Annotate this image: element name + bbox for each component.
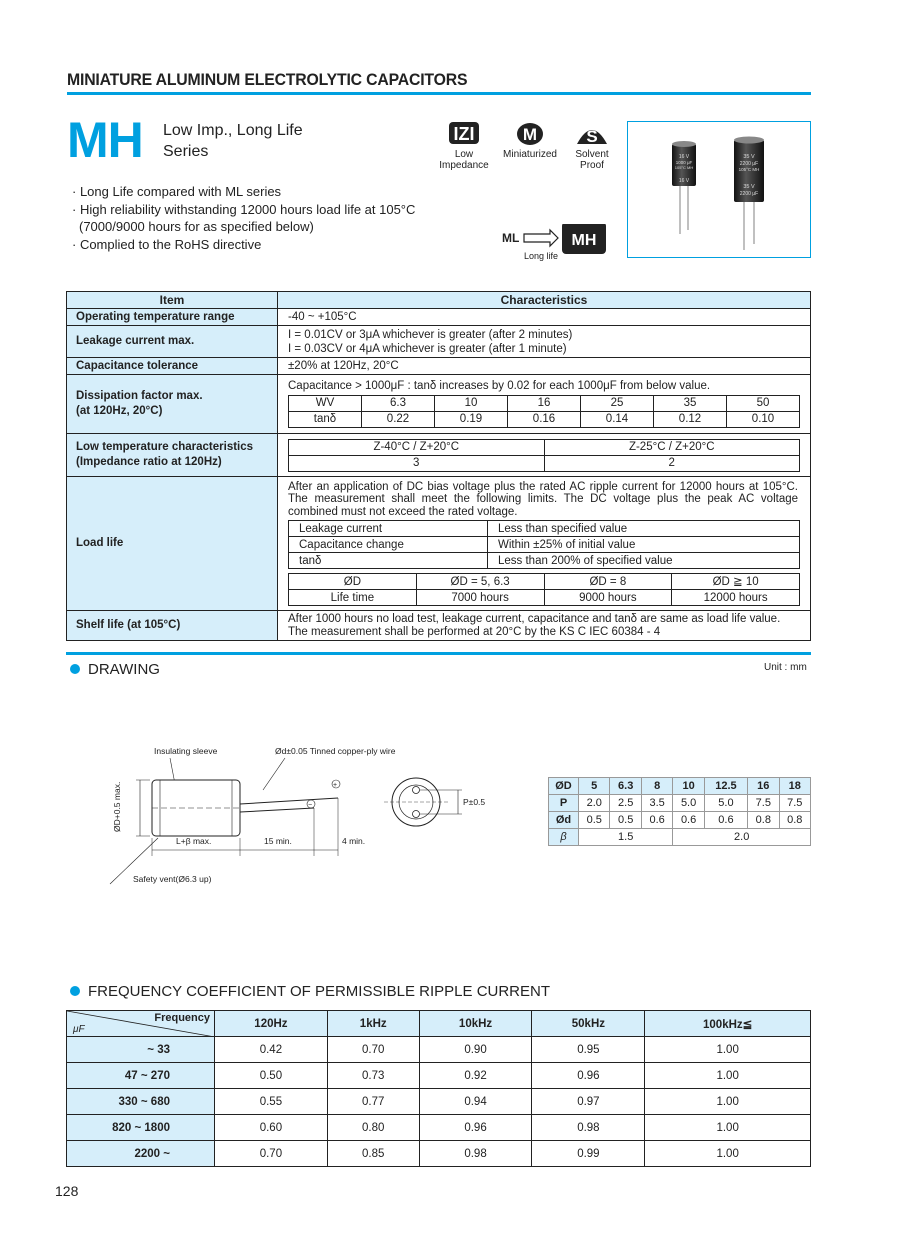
df-cell: 6.3 (362, 395, 435, 411)
lowtemp-item-line: Low temperature characteristics (76, 441, 254, 453)
solvent-proof-icon (575, 120, 609, 146)
df-cell: 0.22 (362, 411, 435, 427)
freq-row-label: ~ 33 (67, 1037, 215, 1063)
dim-cell: 18 (779, 778, 810, 795)
freq-row-label: 2200 ~ (67, 1141, 215, 1167)
dim-row-D (549, 778, 811, 795)
freq-cell: 0.98 (532, 1115, 645, 1141)
shelf-line: The measurement shall be performed at 20°C by the KS C IEC 60384 - 4 (288, 625, 661, 638)
dim-cell: 8 (641, 778, 672, 795)
freq-cell: 0.70 (327, 1037, 419, 1063)
freq-col-head: 10kHz (419, 1011, 532, 1037)
loadlife-limits-table (288, 520, 800, 569)
spec-header-characteristics: Characteristics (278, 292, 811, 309)
limit-value: Less than 200% of specified value (488, 553, 800, 569)
freq-cell: 0.96 (419, 1115, 532, 1141)
cap1-line: 1000 μF (675, 160, 693, 165)
dim-cell: 0.5 (610, 812, 641, 829)
freq-col-head: 100kHz≦ (645, 1011, 811, 1037)
series-evolution (502, 224, 612, 267)
length-label: L+β max. (176, 836, 212, 846)
freq-cell: 0.90 (419, 1037, 532, 1063)
limit-param: Capacitance change (289, 537, 488, 553)
dim-cell: 5.0 (704, 795, 747, 812)
series-name (163, 120, 303, 162)
safety-vent-label: Safety vent(Ø6.3 up) (133, 874, 212, 884)
limit-value: Less than specified value (488, 521, 800, 537)
freq-header-row (67, 1011, 811, 1037)
feature-item: · Complied to the RoHS directive (72, 236, 262, 252)
evolution-note: Long life (524, 251, 559, 261)
cap2-line: 35 V (743, 184, 755, 190)
plus-symbol: + (333, 782, 338, 789)
spec-item: Capacitance tolerance (67, 358, 278, 375)
solvent-proof-label: Solvent Proof (575, 149, 609, 171)
df-note: Capacitance > 1000μF : tanδ increases by 0.02 for each 1000μF from below value. (288, 379, 711, 392)
dim-label: Ød (549, 812, 579, 829)
miniaturized-icon (515, 120, 545, 146)
spec-row-leakage (67, 326, 811, 358)
freq-cell: 0.96 (532, 1063, 645, 1089)
minus-symbol: − (308, 802, 313, 809)
freq-cell: 1.00 (645, 1115, 811, 1141)
frequency-heading (70, 983, 550, 1000)
dim-cell: 16 (748, 778, 779, 795)
dim-cell: 5 (579, 778, 610, 795)
dim-cell: 0.8 (748, 812, 779, 829)
lead-length-label: 15 min. (264, 836, 292, 846)
dimension-table (548, 777, 811, 846)
freq-cell: 0.92 (419, 1063, 532, 1089)
life-cell: 12000 hours (672, 590, 800, 606)
feature-list (72, 183, 415, 253)
series-code: MH (67, 112, 143, 168)
to-series-label: MH (571, 232, 597, 249)
freq-row (67, 1115, 811, 1141)
lifetime-table (288, 573, 800, 606)
cap2-line: 35 V (743, 154, 755, 160)
evolution-diagram (502, 224, 612, 264)
limit-param: Leakage current (289, 521, 488, 537)
freq-corner-cell (67, 1011, 215, 1037)
frequency-table (66, 1010, 811, 1167)
cap2-line: 2200 μF (739, 161, 759, 167)
drawing-heading (70, 661, 160, 678)
df-label: tanδ (289, 411, 362, 427)
dim-cell: 1.5 (579, 829, 673, 846)
freq-row (67, 1089, 811, 1115)
spec-item: Shelf life (at 105°C) (67, 611, 278, 641)
freq-cell: 0.98 (419, 1141, 532, 1167)
dim-label: ØD (549, 778, 579, 795)
lowtemp-item-line: (Impedance ratio at 120Hz) (76, 456, 222, 468)
dim-label: β (549, 829, 579, 846)
dim-row-P (549, 795, 811, 812)
bullet-dot-icon (70, 664, 80, 674)
lowtemp-cell: 3 (289, 455, 545, 471)
df-item-line: Dissipation factor max. (76, 390, 203, 402)
spec-value (278, 611, 811, 641)
miniaturized-label: Miniaturized (503, 149, 557, 160)
title-rule (67, 92, 811, 95)
freq-cell: 0.97 (532, 1089, 645, 1115)
freq-row (67, 1037, 811, 1063)
df-cell: 0.14 (581, 411, 654, 427)
spec-value: -40 ~ +105°C (278, 309, 811, 326)
freq-cell: 1.00 (645, 1037, 811, 1063)
life-cell: 9000 hours (544, 590, 672, 606)
spec-item (67, 434, 278, 477)
product-photo (627, 121, 811, 258)
dim-cell: 12.5 (704, 778, 747, 795)
low-impedance-label: Low Impedance (439, 149, 489, 171)
freq-row-label: 47 ~ 270 (67, 1063, 215, 1089)
df-cell: 0.12 (654, 411, 727, 427)
spec-item: Operating temperature range (67, 309, 278, 326)
spec-value (278, 477, 811, 611)
diameter-label: ØD+0.5 max. (112, 781, 122, 832)
series-name-line1: Low Imp., Long Life (163, 122, 303, 139)
cap2-line: 105°C MH (738, 167, 760, 172)
low-impedance-icon (447, 120, 481, 146)
dim-cell: 2.0 (579, 795, 610, 812)
loadlife-desc: After an application of DC bias voltage plus the rated AC ripple current for 12000 hours at 105°C. The measurement shall meet the following limits. The DC voltage plus the peak AC voltage combined must not exceed the rated voltage. (288, 480, 798, 518)
freq-col-head: 120Hz (215, 1011, 328, 1037)
life-cell: 7000 hours (416, 590, 544, 606)
corner-frequency: Frequency (154, 1012, 210, 1024)
df-wv-row (289, 395, 800, 411)
spec-value (278, 434, 811, 477)
dim-cell: 0.8 (779, 812, 810, 829)
freq-col-head: 50kHz (532, 1011, 645, 1037)
df-cell: 25 (581, 395, 654, 411)
freq-cell: 0.85 (327, 1141, 419, 1167)
df-cell: 16 (508, 395, 581, 411)
freq-cell: 0.60 (215, 1115, 328, 1141)
drawing-heading-text: DRAWING (88, 661, 160, 678)
cap1-line: 105°C MH (674, 165, 694, 170)
dim-row-beta (549, 829, 811, 846)
lowtemp-table (288, 439, 800, 472)
low-impedance-glyph: IZI (453, 124, 475, 144)
df-cell: 0.16 (508, 411, 581, 427)
life-head: ØD (289, 574, 417, 590)
dim-row-d (549, 812, 811, 829)
freq-cell: 0.95 (532, 1037, 645, 1063)
dim-cell: 3.5 (641, 795, 672, 812)
feature-item: · Long Life compared with ML series (72, 184, 282, 199)
dim-cell: 7.5 (748, 795, 779, 812)
pitch-label: P±0.5 (463, 797, 486, 807)
df-table (288, 395, 800, 428)
section-rule (66, 652, 811, 655)
corner-unit: μF (73, 1024, 85, 1035)
cap1-line: 16 V (678, 154, 690, 160)
df-cell: 0.19 (435, 411, 508, 427)
page-number: 128 (55, 1183, 79, 1199)
freq-cell: 0.55 (215, 1089, 328, 1115)
df-label: WV (289, 395, 362, 411)
life-head: ØD ≧ 10 (672, 574, 800, 590)
from-series-label: ML (502, 231, 520, 245)
solvent-proof-glyph: S (586, 127, 598, 146)
dim-cell: 10 (673, 778, 704, 795)
freq-cell: 1.00 (645, 1141, 811, 1167)
spec-item: Load life (67, 477, 278, 611)
freq-row (67, 1141, 811, 1167)
freq-col-head: 1kHz (327, 1011, 419, 1037)
freq-cell: 1.00 (645, 1089, 811, 1115)
arrow-right-icon (524, 230, 558, 246)
spec-header-row (67, 292, 811, 309)
shelf-line: After 1000 hours no load test, leakage current, capacitance and tanδ are same as load life value. (288, 613, 781, 625)
dim-cell: 2.5 (610, 795, 641, 812)
df-cell: 50 (727, 395, 800, 411)
bullet-dot-icon (70, 986, 80, 996)
freq-cell: 0.99 (532, 1141, 645, 1167)
limit-value: Within ±25% of initial value (488, 537, 800, 553)
dim-cell: 6.3 (610, 778, 641, 795)
solvent-proof-badge (562, 120, 622, 171)
capacitor-large (734, 137, 764, 251)
lowtemp-head: Z-40°C / Z+20°C (289, 439, 545, 455)
spec-row-loadlife (67, 477, 811, 611)
spec-row-cap-tol (67, 358, 811, 375)
spec-value (278, 326, 811, 358)
feature-item: · High reliability withstanding 12000 hours load life at 105°C (72, 201, 416, 217)
freq-cell: 0.42 (215, 1037, 328, 1063)
spec-row-df (67, 375, 811, 434)
miniaturized-glyph: M (522, 125, 538, 144)
unit-label: Unit : mm (764, 662, 807, 673)
freq-row-label: 820 ~ 1800 (67, 1115, 215, 1141)
leakage-line: I = 0.01CV or 3μA whichever is greater (after 2 minutes) (288, 328, 573, 341)
freq-row-label: 330 ~ 680 (67, 1089, 215, 1115)
capacitor-photo (628, 122, 812, 259)
life-cell: Life time (289, 590, 417, 606)
freq-cell: 0.94 (419, 1089, 532, 1115)
series-name-line2: Series (163, 143, 209, 160)
freq-cell: 0.70 (215, 1141, 328, 1167)
life-head: ØD = 5, 6.3 (416, 574, 544, 590)
spec-row-op-temp (67, 309, 811, 326)
capacitor-small (672, 141, 696, 234)
df-cell: 10 (435, 395, 508, 411)
dim-label: P (549, 795, 579, 812)
spec-value: ±20% at 120Hz, 20°C (278, 358, 811, 375)
dimension-drawing (100, 740, 520, 890)
limit-param: tanδ (289, 553, 488, 569)
freq-row (67, 1063, 811, 1089)
dim-cell: 7.5 (779, 795, 810, 812)
insulating-label: Insulating sleeve (154, 746, 218, 756)
frequency-heading-text: FREQUENCY COEFFICIENT OF PERMISSIBLE RIPPLE CURRENT (88, 983, 551, 1000)
dim-cell: 0.6 (641, 812, 672, 829)
df-tan-row (289, 411, 800, 427)
spec-header-item: Item (67, 292, 278, 309)
dim-cell: 0.6 (673, 812, 704, 829)
freq-cell: 0.50 (215, 1063, 328, 1089)
feature-item: (7000/9000 hours for as specified below) (79, 219, 314, 235)
miniaturized-badge (503, 120, 557, 160)
cap2-line: 2200 μF (739, 191, 759, 197)
freq-cell: 0.73 (327, 1063, 419, 1089)
df-cell: 0.10 (727, 411, 800, 427)
dim-cell: 0.6 (704, 812, 747, 829)
freq-cell: 0.80 (327, 1115, 419, 1141)
spec-value (278, 375, 811, 434)
lowtemp-head: Z-25°C / Z+20°C (544, 439, 800, 455)
spec-row-lowtemp (67, 434, 811, 477)
spec-row-shelf (67, 611, 811, 641)
life-head: ØD = 8 (544, 574, 672, 590)
lowtemp-cell: 2 (544, 455, 800, 471)
cap1-line: 16 V (678, 178, 690, 184)
df-cell: 35 (654, 395, 727, 411)
wire-label: Ød±0.05 Tinned copper-ply wire (275, 746, 396, 756)
dim-cell: 2.0 (673, 829, 811, 846)
dim-cell: 0.5 (579, 812, 610, 829)
freq-cell: 0.77 (327, 1089, 419, 1115)
dim-cell: 5.0 (673, 795, 704, 812)
leakage-line: I = 0.03CV or 4μA whichever is greater (after 1 minute) (288, 342, 567, 355)
tail-length-label: 4 min. (342, 836, 366, 846)
freq-cell: 1.00 (645, 1063, 811, 1089)
page-title: MINIATURE ALUMINUM ELECTROLYTIC CAPACITORS (67, 70, 468, 89)
spec-item (67, 375, 278, 434)
df-item-line: (at 120Hz, 20°C) (76, 405, 163, 417)
spec-item: Leakage current max. (67, 326, 278, 358)
spec-table (66, 291, 811, 641)
low-impedance-badge (430, 120, 498, 171)
